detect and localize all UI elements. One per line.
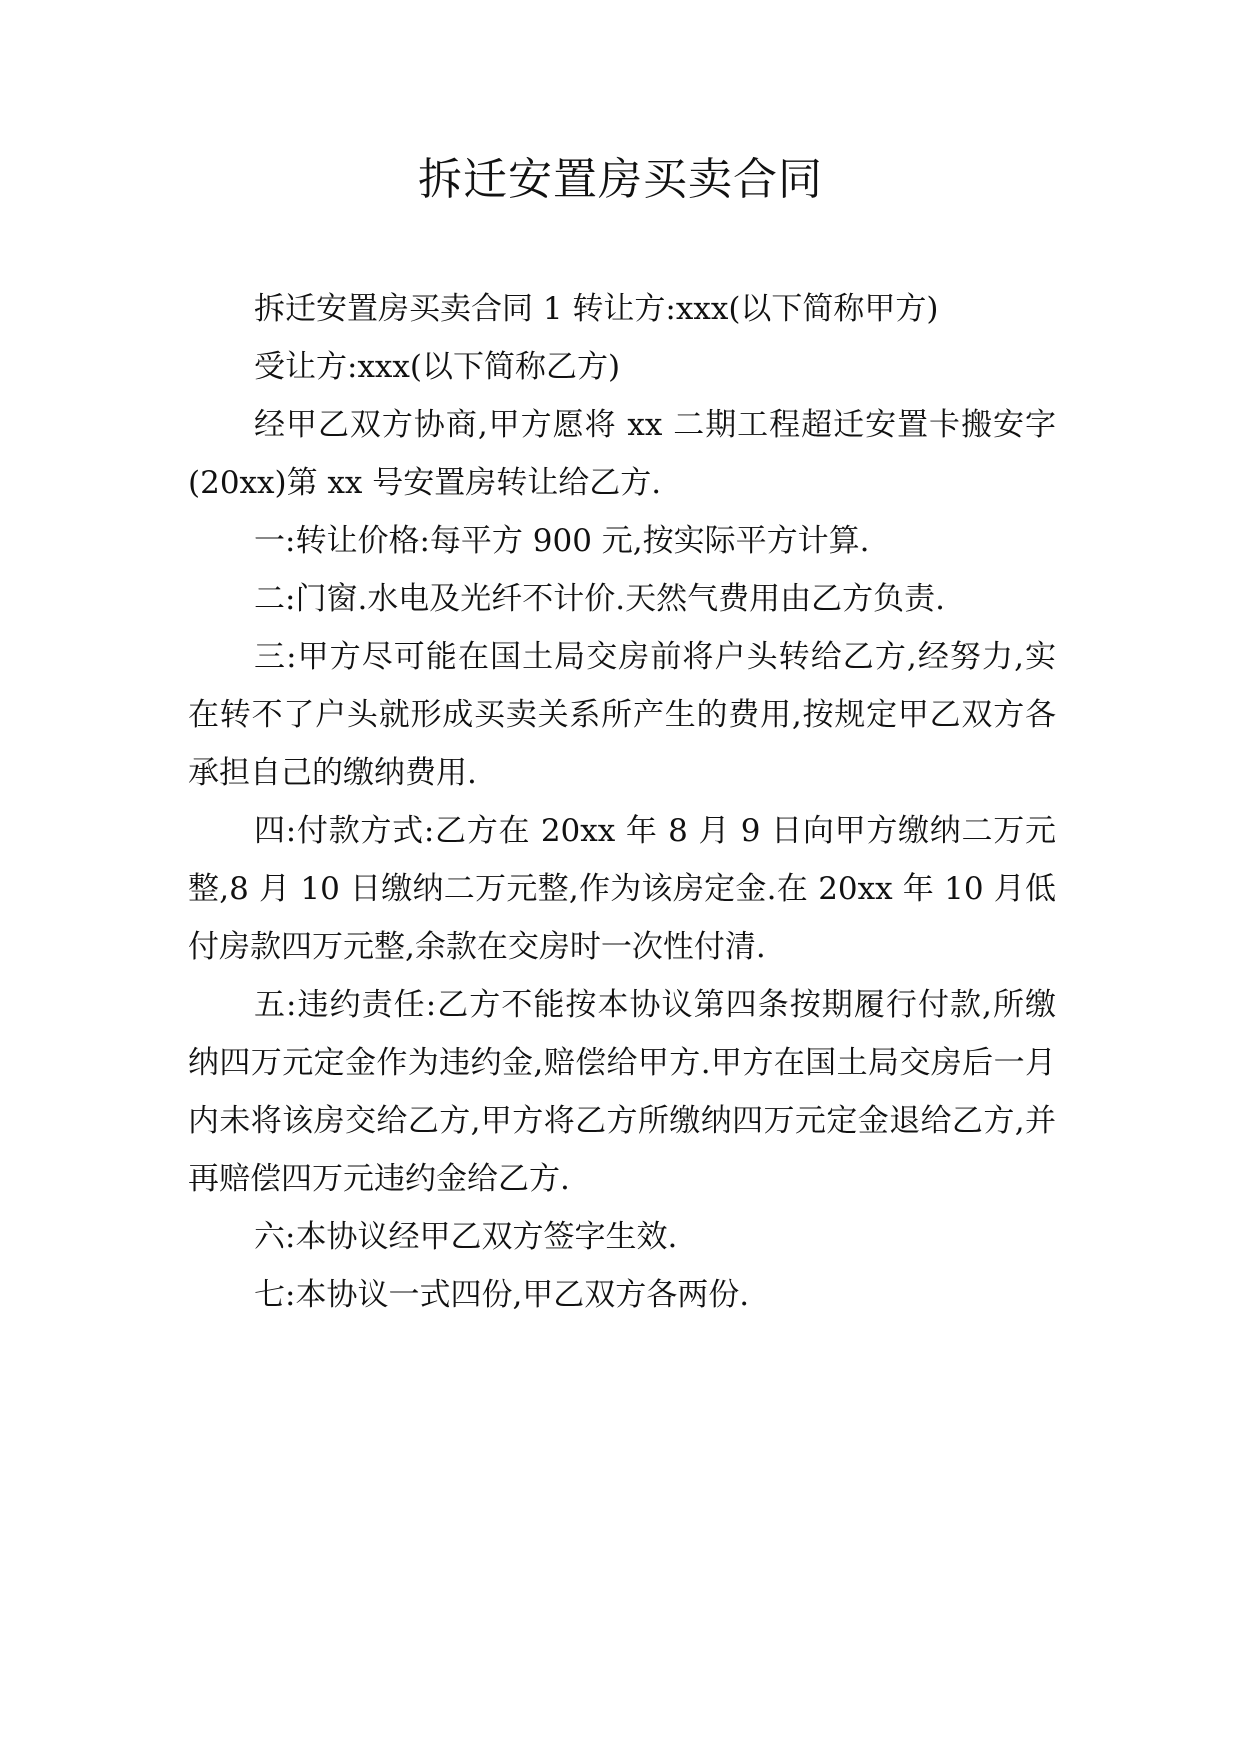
clause-4-payment: 四:付款方式:乙方在 20xx 年 8 月 9 日向甲方缴纳二万元整,8 月 10 日缴纳二万元整,作为该房定金.在 20xx 年 10 月低付房款四万元整,余款在交房时一次性付清. <box>188 813 1056 965</box>
document-body <box>188 280 1056 1324</box>
paragraph-parties-transferee: 受让方:xxx(以下简称乙方) <box>254 349 621 385</box>
clause-3-ownership-transfer: 三:甲方尽可能在国土局交房前将户头转给乙方,经努力,实在转不了户头就形成买卖关系所产生的费用,按规定甲乙双方各承担自己的缴纳费用. <box>188 639 1056 791</box>
paragraph-agreement-intro: 经甲乙双方协商,甲方愿将 xx 二期工程超迁安置卡搬安字(20xx)第 xx 号安置房转让给乙方. <box>188 407 1056 501</box>
paragraph-parties-transferor: 拆迁安置房买卖合同 1 转让方:xxx(以下简称甲方) <box>254 291 939 327</box>
clause-7-copies: 七:本协议一式四份,甲乙双方各两份. <box>254 1277 750 1313</box>
clause-5-breach: 五:违约责任:乙方不能按本协议第四条按期履行付款,所缴纳四万元定金作为违约金,赔偿给甲方.甲方在国土局交房后一月内未将该房交给乙方,甲方将乙方所缴纳四万元定金退给乙方,并再赔偿四万元违约金给乙方. <box>188 987 1056 1197</box>
clause-1-price: 一:转让价格:每平方 900 元,按实际平方计算. <box>254 523 870 559</box>
clause-6-effective: 六:本协议经甲乙双方签字生效. <box>254 1219 678 1255</box>
clause-2-fixtures: 二:门窗.水电及光纤不计价.天然气费用由乙方负责. <box>254 581 946 617</box>
document-title: 拆迁安置房买卖合同 <box>418 154 823 205</box>
